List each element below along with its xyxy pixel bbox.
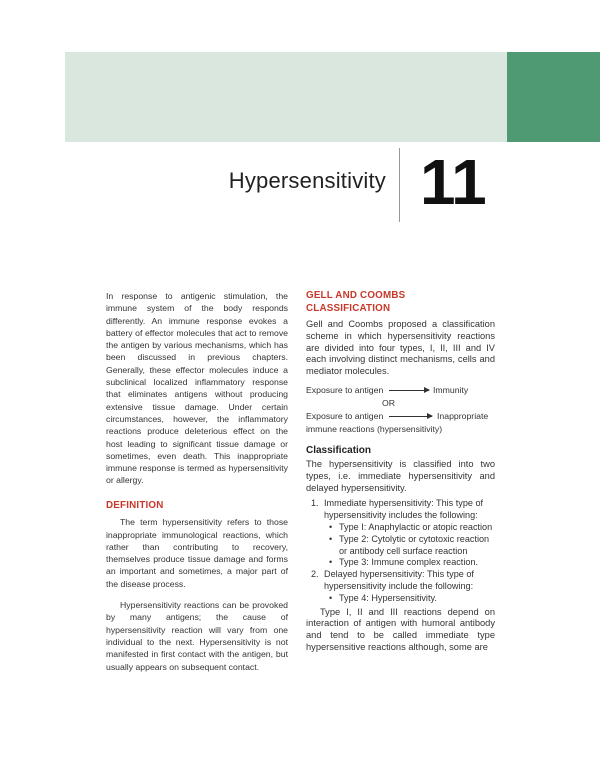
sub-list-item: • Type 4: Hypersensitivity. (329, 592, 437, 603)
bullet-icon: • (329, 521, 333, 532)
title-divider (399, 148, 400, 222)
chapter-title: Hypersensitivity (228, 168, 386, 193)
classification-paragraph: The hypersensitivity is classified into two types, i.e. immediate hypersensitivity and delayed hypersensitivity. (306, 458, 495, 493)
list-item-text: Immediate hypersensitivity: This type of hypersensitivity includes the following: (324, 498, 484, 521)
sub-list (324, 593, 495, 605)
gell-coombs-heading-line2: CLASSIFICATION (306, 302, 391, 314)
flow-a-left: Exposure to antigen (306, 384, 384, 395)
flow-hypersensitivity (306, 410, 495, 423)
flow-b-right: Inappropriate (437, 410, 489, 421)
gell-coombs-paragraph: Gell and Coombs proposed a classification scheme in which hypersensitivity reactions are divided into four types, I, II, III and IV each involving distinct mechanisms, cells and mediator molecules. (306, 319, 495, 377)
flow-or: OR (381, 397, 396, 408)
header-band-dark (507, 52, 600, 142)
flow-immunity (306, 384, 495, 397)
sub-list-item: • Type I: Anaphylactic or atopic reaction (329, 521, 493, 532)
list-number: 1. (311, 498, 319, 509)
bullet-icon: • (329, 557, 333, 568)
left-column (106, 290, 288, 673)
sub-list-item: • Type 3: Immune complex reaction. (329, 557, 478, 568)
bullet-icon: • (329, 533, 333, 544)
flow-b-continuation: immune reactions (hypersensitivity) (306, 423, 443, 434)
definition-heading: DEFINITION (106, 499, 164, 511)
list-number: 2. (311, 569, 319, 580)
intro-paragraph: In response to antigenic stimulation, the immune system of the body responds differently. An immune response evokes a battery of effector molecules that act to remove the antigen by various mechanisms, which has been discussed in previous chapters. Generally, these effector molecules induce a subclinical localized inflammatory response that eliminates antigens without producing extensive tissue damage. Under certain circumstances, however, the inflammatory reactions produce deleterious effect on the host leading to significant tissue damage or sometimes, even death. This inappropriate immune response is termed as hypersensitivity or allergy. (106, 291, 288, 486)
definition-paragraph-2: Hypersensitivity reactions can be provoked by many antigens; the cause of hypersensitivity reaction will vary from one individual to the next. Hypersensitivity is not manifested in first contact with the antigen, but usually appears on subsequent contact. (106, 600, 288, 672)
closing-paragraph: Type I, II and III reactions depend on interaction of antigen with humoral antibody and tend to be called immediate type hypersensitive reactions although, some are (306, 606, 495, 652)
classification-heading: Classification (306, 444, 372, 456)
arrow-right-icon (389, 390, 429, 391)
list-item-text: Delayed hypersensitivity: This type of hypersensitivity include the following: (324, 569, 474, 591)
gell-coombs-heading-line1: GELL AND COOMBS (306, 290, 406, 301)
sub-list (324, 522, 495, 569)
list-item (306, 569, 495, 604)
chapter-number: 11 (420, 146, 486, 218)
right-column (306, 290, 495, 654)
bullet-icon: • (329, 592, 333, 603)
gell-coombs-heading (306, 290, 495, 315)
hypersensitivity-types-list (306, 498, 495, 604)
sub-list-item: • Type 2: Cytolytic or cytotoxic reaction or antibody cell surface reaction (329, 533, 490, 556)
definition-paragraph-1: The term hypersensitivity refers to those inappropriate immunological reactions, which rather than contributing to recovery, themselves produce tissue damage and forms an important and sometimes, a major part of the disease process. (106, 517, 288, 589)
flow-a-right: Immunity (433, 384, 469, 395)
flow-b-left: Exposure to antigen (306, 410, 384, 421)
list-item (306, 498, 495, 569)
header-band-light (65, 52, 507, 142)
arrow-right-icon (389, 416, 432, 417)
